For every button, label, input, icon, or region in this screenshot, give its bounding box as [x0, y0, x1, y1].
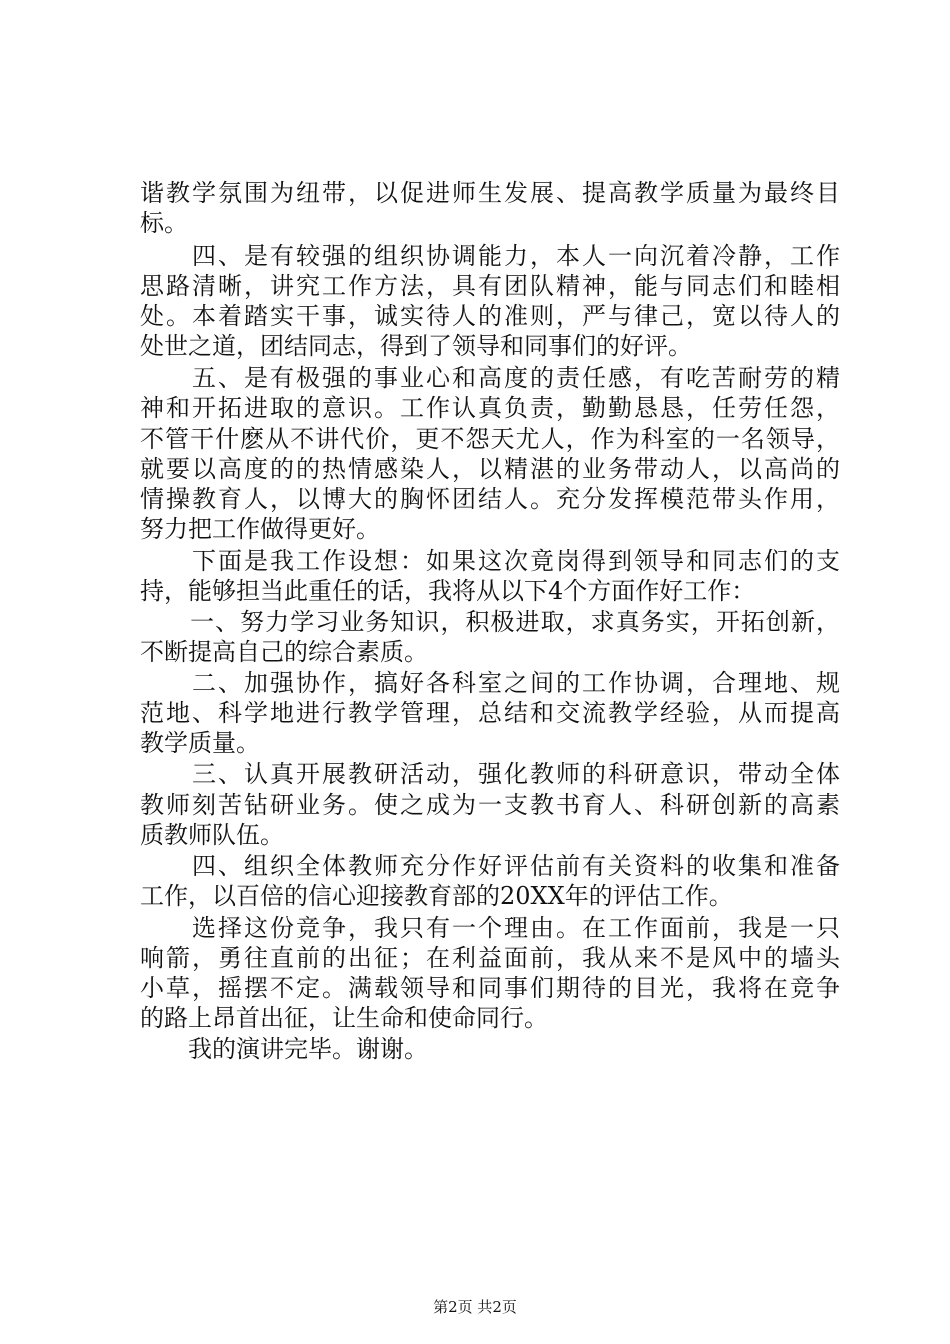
body-text-line: 持，能够担当此重任的话，我将从以下4个方面作好工作：	[140, 577, 756, 605]
body-text-line: 下面是我工作设想：如果这次竟岗得到领导和同志们的支	[140, 547, 840, 575]
body-text-line: 四、是有较强的组织协调能力，本人一向沉着冷静，工作	[140, 242, 840, 270]
body-text-line: 不管干什麽从不讲代价，更不怨天尤人，作为科室的一名领导，	[140, 425, 840, 453]
body-text-line: 响箭，勇往直前的出征；在利益面前，我从来不是风中的墙头	[140, 944, 840, 972]
body-text-line: 我的演讲完毕。谢谢。	[140, 1035, 428, 1063]
body-text-line: 思路清晰，讲究工作方法，具有团队精神，能与同志们和睦相	[140, 272, 840, 300]
body-text-line: 的路上昂首出征，让生命和使命同行。	[140, 1004, 548, 1032]
body-text-line: 处。本着踏实干事，诚实待人的准则，严与律己，宽以待人的	[140, 302, 840, 330]
body-text-line: 质教师队伍。	[140, 821, 284, 849]
body-text-line: 标。	[140, 209, 188, 237]
body-text-line: 五、是有极强的事业心和高度的责任感，有吃苦耐劳的精	[140, 364, 840, 392]
body-text-line: 教学质量。	[140, 729, 260, 757]
body-text-line: 四、组织全体教师充分作好评估前有关资料的收集和准备	[140, 852, 840, 880]
body-text-line: 就要以高度的的热情感染人，以精湛的业务带动人，以高尚的	[140, 455, 840, 483]
body-text-line: 努力把工作做得更好。	[140, 515, 380, 543]
body-text-line: 范地、科学地进行教学管理，总结和交流教学经验，从而提高	[140, 699, 840, 727]
body-text-line: 三、认真开展教研活动，强化教师的科研意识，带动全体	[140, 760, 840, 788]
body-text-line: 一、努力学习业务知识，积极进取，求真务实，开拓创新，	[140, 608, 840, 636]
body-text-line: 处世之道，团结同志，得到了领导和同事们的好评。	[140, 332, 692, 360]
body-text-line: 选择这份竞争，我只有一个理由。在工作面前，我是一只	[140, 914, 840, 942]
body-text-line: 神和开拓进取的意识。工作认真负责，勤勤恳恳，任劳任怨，	[140, 394, 840, 422]
body-text-line: 教师刻苦钻研业务。使之成为一支教书育人、科研创新的高素	[140, 791, 840, 819]
body-text-line: 情操教育人，以博大的胸怀团结人。充分发挥模范带头作用，	[140, 485, 840, 513]
body-text-line: 不断提高自己的综合素质。	[140, 638, 428, 666]
body-text-line: 小草，摇摆不定。满载领导和同事们期待的目光，我将在竞争	[140, 974, 840, 1002]
body-text-line: 二、加强协作，搞好各科室之间的工作协调，合理地、规	[140, 669, 840, 697]
body-text-line: 谐教学氛围为纽带，以促进师生发展、提高教学质量为最终目	[140, 179, 840, 207]
page-number-footer: 第2页 共2页	[433, 1298, 517, 1316]
body-text-line: 工作，以百倍的信心迎接教育部的20XX年的评估工作。	[140, 882, 733, 910]
